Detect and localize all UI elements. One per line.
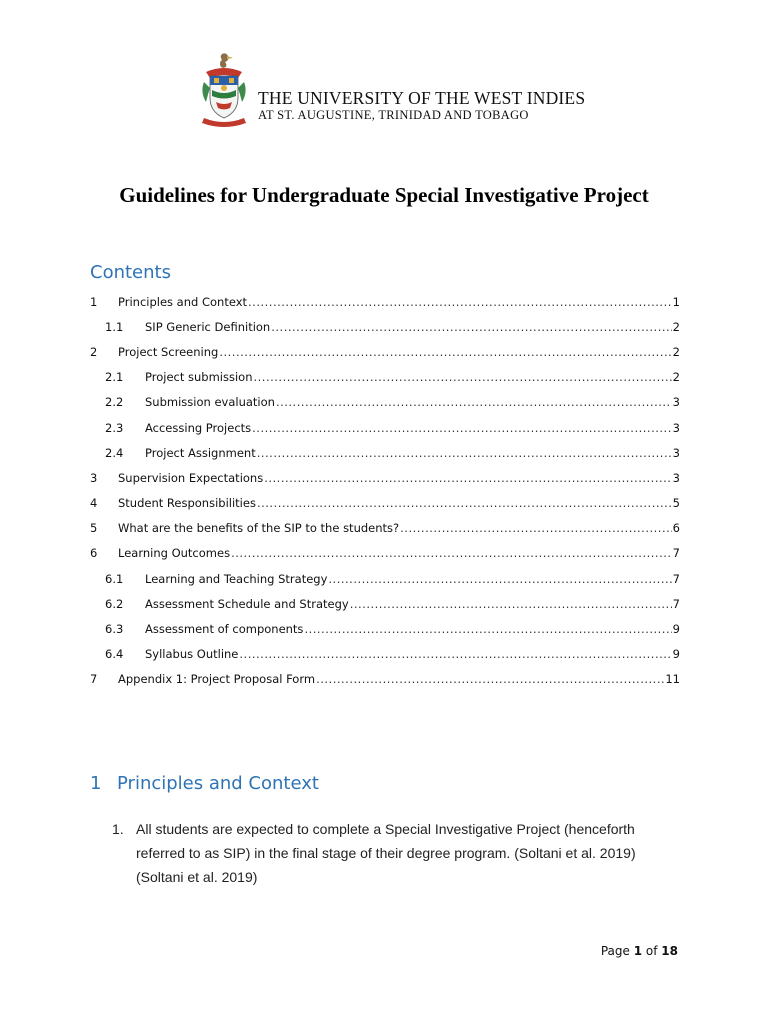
toc-entry[interactable]	[90, 440, 680, 465]
document-title: Guidelines for Undergraduate Special Investigative Project	[119, 183, 649, 207]
toc-entry[interactable]	[90, 591, 680, 616]
toc-dot-leader	[304, 622, 671, 636]
toc-entry-number: 2	[90, 344, 98, 359]
toc-entry-title: Project submission	[145, 370, 253, 385]
toc-entry[interactable]	[90, 566, 680, 591]
toc-entry-title: Learning and Teaching Strategy	[145, 571, 328, 586]
toc-entry-number: 6.1	[105, 571, 124, 586]
toc-entry[interactable]	[90, 516, 680, 541]
toc-entry-number: 6.4	[105, 647, 124, 662]
campus-name: AT ST. AUGUSTINE, TRINIDAD AND TOBAGO	[258, 108, 529, 122]
toc-dot-leader	[231, 546, 672, 560]
toc-entry-number: 2.4	[105, 445, 124, 460]
toc-entry-number: 6.2	[105, 596, 124, 611]
toc-entry-page: 7	[672, 571, 680, 586]
toc-dot-leader	[252, 421, 672, 435]
toc-dot-leader	[316, 672, 664, 686]
toc-entry-page: 5	[672, 496, 680, 511]
toc-entry-title: Accessing Projects	[145, 420, 252, 435]
toc-entry-title: Supervision Expectations	[118, 470, 264, 485]
toc-entry[interactable]	[90, 616, 680, 641]
section-number: 1	[90, 773, 102, 794]
toc-entry-number: 1.1	[105, 319, 124, 334]
toc-entry[interactable]	[90, 365, 680, 390]
toc-entry[interactable]	[90, 465, 680, 490]
toc-dot-leader	[328, 572, 671, 586]
toc-entry[interactable]	[90, 541, 680, 566]
contents-heading: Contents	[90, 262, 171, 283]
page-current: 1	[633, 944, 643, 958]
toc-entry-title: Project Screening	[118, 344, 219, 359]
section-title: Principles and Context	[117, 773, 319, 794]
toc-entry-title: Assessment of components	[145, 622, 304, 637]
section-heading	[90, 773, 319, 794]
table-of-contents	[90, 289, 680, 692]
toc-entry-title: Appendix 1: Project Proposal Form	[118, 672, 316, 687]
toc-entry-page: 2	[672, 319, 680, 334]
toc-dot-leader	[264, 471, 671, 485]
toc-entry-number: 5	[90, 521, 98, 536]
toc-entry[interactable]	[90, 339, 680, 364]
toc-entry-title: Assessment Schedule and Strategy	[145, 596, 349, 611]
toc-dot-leader	[350, 597, 672, 611]
page-label: Page	[600, 944, 630, 958]
toc-dot-leader	[253, 370, 671, 384]
university-header	[198, 52, 588, 132]
of-label: of	[645, 944, 658, 958]
toc-entry[interactable]	[90, 491, 680, 516]
toc-entry-page: 7	[672, 546, 680, 561]
toc-entry-title: Syllabus Outline	[145, 647, 239, 662]
toc-entry-page: 7	[672, 596, 680, 611]
list-marker: 1.	[112, 821, 124, 837]
university-crest-icon	[198, 52, 250, 128]
toc-entry-title: Student Responsibilities	[118, 496, 256, 511]
toc-entry[interactable]	[90, 289, 680, 314]
toc-dot-leader	[219, 345, 671, 359]
toc-entry-page: 3	[672, 445, 680, 460]
toc-dot-leader	[257, 446, 672, 460]
toc-entry-page: 2	[672, 344, 680, 359]
toc-dot-leader	[271, 320, 671, 334]
toc-entry-page: 6	[672, 521, 680, 536]
toc-entry-page: 2	[672, 370, 680, 385]
toc-entry-page: 3	[672, 420, 680, 435]
toc-dot-leader	[239, 647, 671, 661]
toc-entry-title: What are the benefits of the SIP to the students?	[118, 521, 400, 536]
toc-entry-number: 2.2	[105, 395, 124, 410]
toc-entry-page: 1	[672, 294, 680, 309]
toc-dot-leader	[276, 395, 672, 409]
paragraph-text: All students are expected to complete a Special Investigative Project (henceforth referred to as SIP) in the final stage of their degree program. (Soltani et al. 2019) (Soltani et al. 2019)	[136, 821, 636, 885]
toc-entry-title: Submission evaluation	[145, 395, 275, 410]
toc-entry-page: 3	[672, 395, 680, 410]
toc-entry-title: Project Assignment	[145, 445, 256, 460]
toc-entry-page: 11	[665, 672, 680, 687]
toc-dot-leader	[257, 496, 672, 510]
page-total: 18	[661, 944, 678, 958]
toc-entry[interactable]	[90, 667, 680, 692]
toc-entry-number: 1	[90, 294, 98, 309]
toc-entry-number: 2.1	[105, 370, 124, 385]
toc-entry-title: Learning Outcomes	[118, 546, 231, 561]
toc-entry-title: Principles and Context	[118, 294, 248, 309]
page-footer	[601, 944, 678, 958]
toc-entry-page: 3	[672, 470, 680, 485]
toc-entry-title: SIP Generic Definition	[145, 319, 271, 334]
toc-entry[interactable]	[90, 642, 680, 667]
toc-dot-leader	[400, 521, 672, 535]
toc-entry-page: 9	[672, 647, 680, 662]
toc-entry[interactable]	[90, 390, 680, 415]
list-item	[112, 817, 642, 889]
toc-entry-number: 2.3	[105, 420, 124, 435]
university-name: THE UNIVERSITY OF THE WEST INDIES	[258, 88, 586, 108]
toc-entry[interactable]	[90, 415, 680, 440]
toc-entry-number: 7	[90, 672, 98, 687]
toc-entry-number: 3	[90, 470, 98, 485]
toc-entry-number: 6	[90, 546, 98, 561]
toc-entry-page: 9	[672, 622, 680, 637]
toc-entry-number: 4	[90, 496, 98, 511]
toc-dot-leader	[248, 295, 672, 309]
toc-entry-number: 6.3	[105, 622, 124, 637]
toc-entry[interactable]	[90, 314, 680, 339]
